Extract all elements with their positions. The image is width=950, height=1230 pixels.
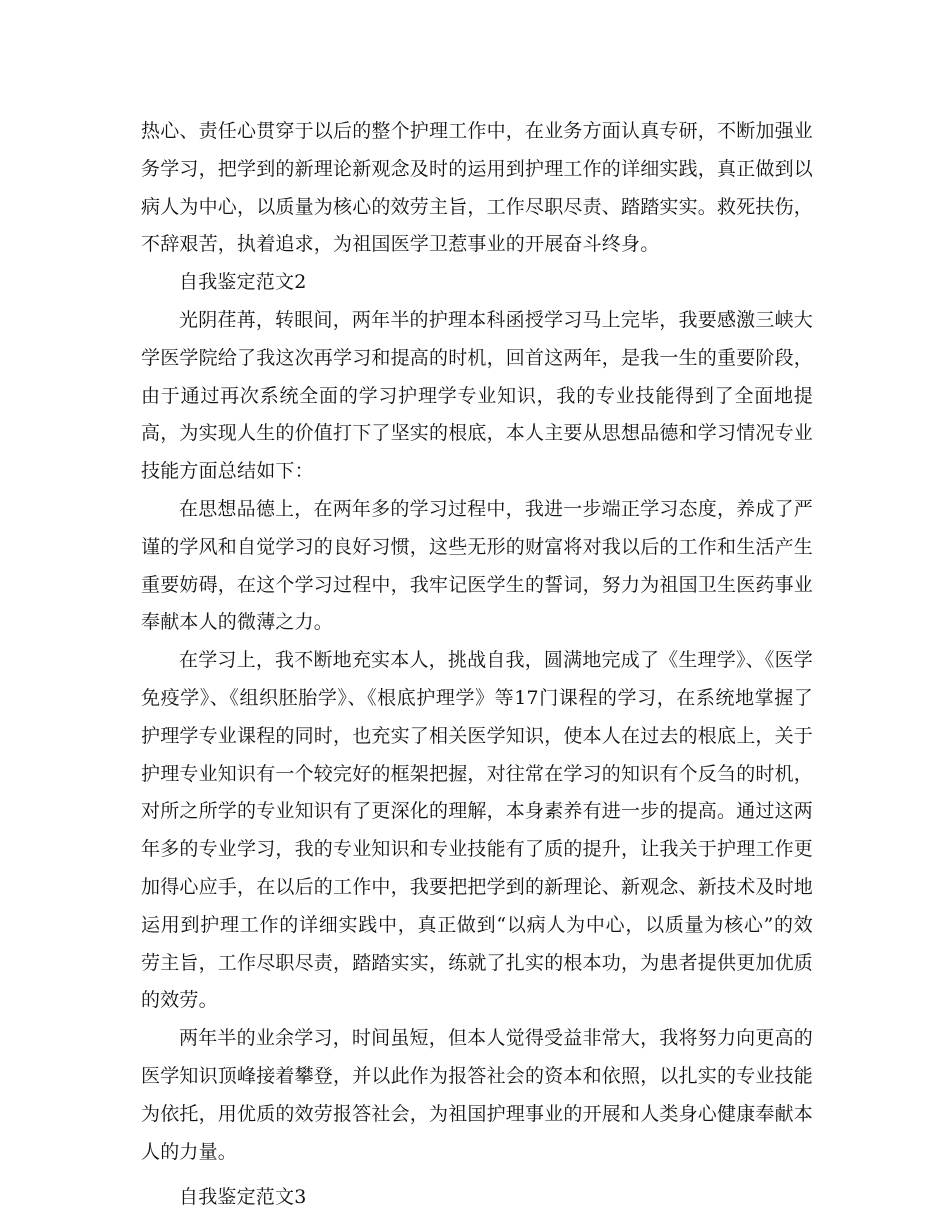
section-heading-3: 自我鉴定范文3 [179, 1186, 307, 1209]
paragraph-introduction: 光阴荏苒，转眼间，两年半的护理本科函授学习马上完毕，我要感激三峡大学医学院给了我这次再学习和提高的时机，回首这两年，是我一生的重要阶段，由于通过再次系统全面的学习护理学专业知识，我的专业技能得到了全面地提高，为实现人生的价值打下了坚实的根底，本人主要从思想品德和学习情况专业技能方面总结如下： [141, 308, 814, 483]
section-heading-2: 自我鉴定范文2 [179, 271, 307, 294]
paragraph-conclusion: 两年半的业余学习，时间虽短，但本人觉得受益非常大，我将努力向更高的医学知识顶峰接着攀登，并以此作为报答社会的资本和依照，以扎实的专业技能为依托，用优质的效劳报答社会，为祖国护理事业的开展和人类身心健康奉献本人的力量。 [141, 1027, 814, 1163]
paragraph-continuation: 热心、责任心贯穿于以后的整个护理工作中，在业务方面认真专研，不断加强业务学习，把学到的新理论新观念及时的运用到护理工作的详细实践，真正做到以病人为中心，以质量为核心的效劳主旨，工作尽职尽责、踏踏实实。救死扶伤，不辞艰苦，执着追求，为祖国医学卫惹事业的开展奋斗终身。 [141, 120, 814, 256]
paragraph-moral-character: 在思想品德上，在两年多的学习过程中，我进一步端正学习态度，养成了严谨的学风和自觉学习的良好习惯，这些无形的财富将对我以后的工作和生活产生重要妨碍，在这个学习过程中，我牢记医学生的誓词，努力为祖国卫生医药事业奉献本人的微薄之力。 [141, 497, 814, 634]
document-body [141, 113, 813, 1217]
paragraph-study: 在学习上，我不断地充实本人，挑战自我，圆满地完成了《生理学》、《医学免疫学》、《组织胚胎学》、《根底护理学》等17门课程的学习，在系统地掌握了护理学专业课程的同时，也充实了相关医学知识，使本人在过去的根底上，关于护理专业知识有一个较完好的框架把握，对往常在学习的知识有个反刍的时机，对所之所学的专业知识有了更深化的理解，本身素养有进一步的提高。通过这两年多的专业学习，我的专业知识和专业技能有了质的提升，让我关于护理工作更加得心应手，在以后的工作中，我要把把学到的新理论、新观念、新技术及时地运用到护理工作的详细实践中，真正做到“以病人为中心，以质量为核心”的效劳主旨，工作尽职尽责，踏踏实实，练就了扎实的根本功，为患者提供更加优质的效劳。 [141, 649, 814, 1012]
